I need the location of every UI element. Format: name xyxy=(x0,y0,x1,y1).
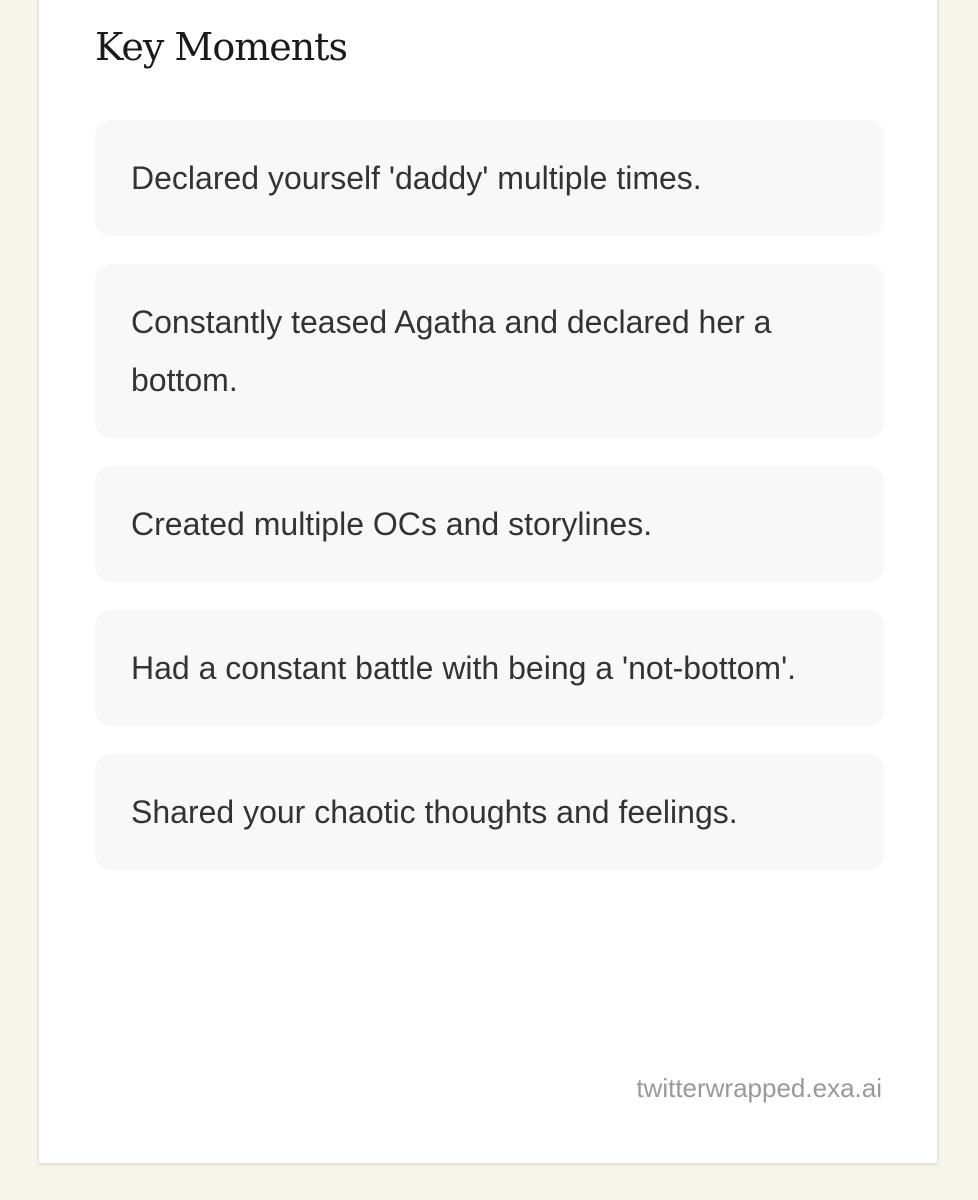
list-item xyxy=(95,120,884,236)
moment-text: Shared your chaotic thoughts and feelings. xyxy=(131,794,738,830)
moment-text: Constantly teased Agatha and declared her a bottom. xyxy=(131,304,772,398)
moment-text: Created multiple OCs and storylines. xyxy=(131,506,653,542)
section-title: Key Moments xyxy=(95,25,347,69)
list-item xyxy=(95,466,884,582)
moment-text: Declared yourself 'daddy' multiple times. xyxy=(131,160,702,196)
list-item xyxy=(95,264,884,438)
key-moments-card xyxy=(38,0,938,1164)
moment-text: Had a constant battle with being a 'not-bottom'. xyxy=(131,650,797,686)
list-item xyxy=(95,610,884,726)
source-watermark: twitterwrapped.exa.ai xyxy=(636,1073,882,1103)
list-item xyxy=(95,754,884,870)
key-moments-list xyxy=(95,120,884,898)
